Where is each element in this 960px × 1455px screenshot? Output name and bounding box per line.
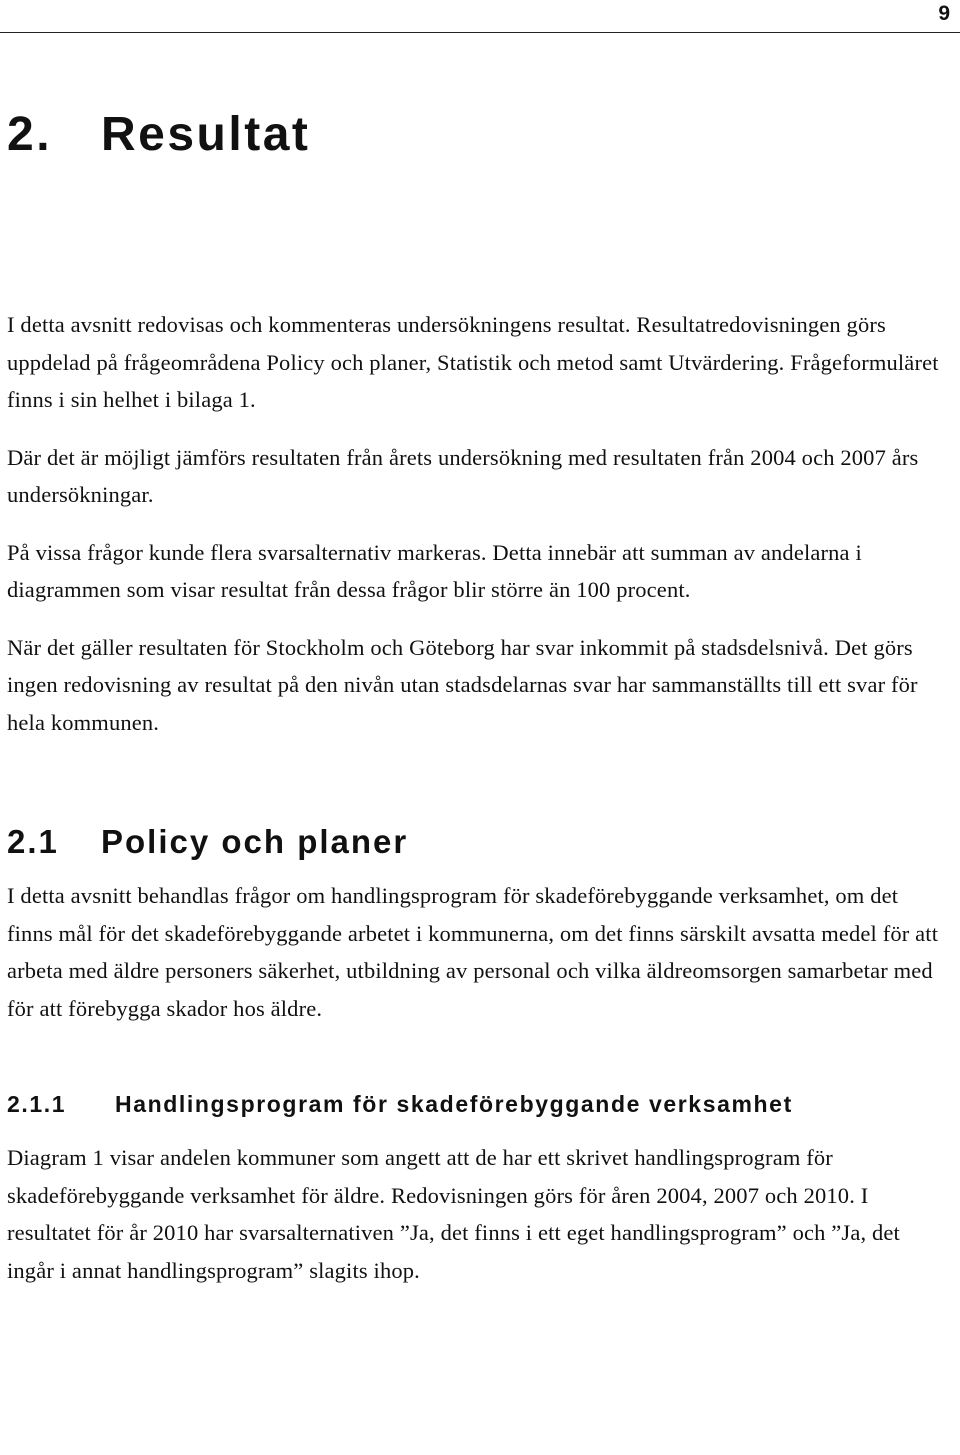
section-number: 2. — [7, 108, 53, 161]
subsubsection-number: 2.1.1 — [7, 1091, 67, 1117]
subsection-title: Policy och planer — [101, 823, 409, 860]
section-heading — [7, 100, 947, 170]
document-body — [7, 100, 947, 1289]
subsection-number: 2.1 — [7, 823, 59, 860]
header-rule — [0, 32, 960, 33]
page-number: 9 — [938, 2, 950, 25]
paragraph-handlingsprogram: Diagram 1 visar andelen kommuner som angett att de har ett skrivet handlingsprogram för skadeförebyggande verksamhet för äldre. Redovisningen görs för åren 2004, 2007 och 2010. I resultatet för år 2010 har svarsalternativen ”Ja, det finns i ett eget handlingsprogram” och ”Ja, det ingår i annat handlingsprogram” slagits ihop. — [7, 1145, 900, 1283]
paragraph-comparison: Där det är möjligt jämförs resultaten från årets undersökning med resultaten från 2004 och 2007 års undersökningar. — [7, 444, 919, 507]
subsubsection-title: Handlingsprogram för skadeförebyggande verksamhet — [115, 1091, 793, 1117]
paragraph-stockholm-goteborg: När det gäller resultaten för Stockholm och Göteborg har svar inkommit på stadsdelsnivå. Det görs ingen redovisning av resultat på den nivån utan stadsdelarnas svar har sammanställts till ett svar för hela kommunen. — [7, 634, 918, 735]
paragraph-intro: I detta avsnitt redovisas och kommenteras undersökningens resultat. Resultatredovisningen görs uppdelad på frågeområdena Policy och planer, Statistik och metod samt Utvärdering. Frågeformuläret finns i sin helhet i bilaga 1. — [7, 312, 939, 412]
subsubsection-heading — [7, 1087, 947, 1121]
subsection-heading — [7, 819, 947, 865]
paragraph-multiple-answers: På vissa frågor kunde flera svarsalternativ markeras. Detta innebär att summan av andelarna i diagrammen som visar resultat från dessa frågor blir större än 100 procent. — [7, 539, 862, 602]
section-title: Resultat — [101, 108, 311, 161]
paragraph-policy: I detta avsnitt behandlas frågor om handlingsprogram för skadeförebyggande verksamhet, om det finns mål för det skadeförebyggande arbetet i kommunerna, om det finns särskilt avsatta medel för att arbeta med äldre personers säkerhet, utbildning av personal och vilka äldreomsorgen samarbetar med för att förebygga skador hos äldre. — [7, 883, 939, 1021]
